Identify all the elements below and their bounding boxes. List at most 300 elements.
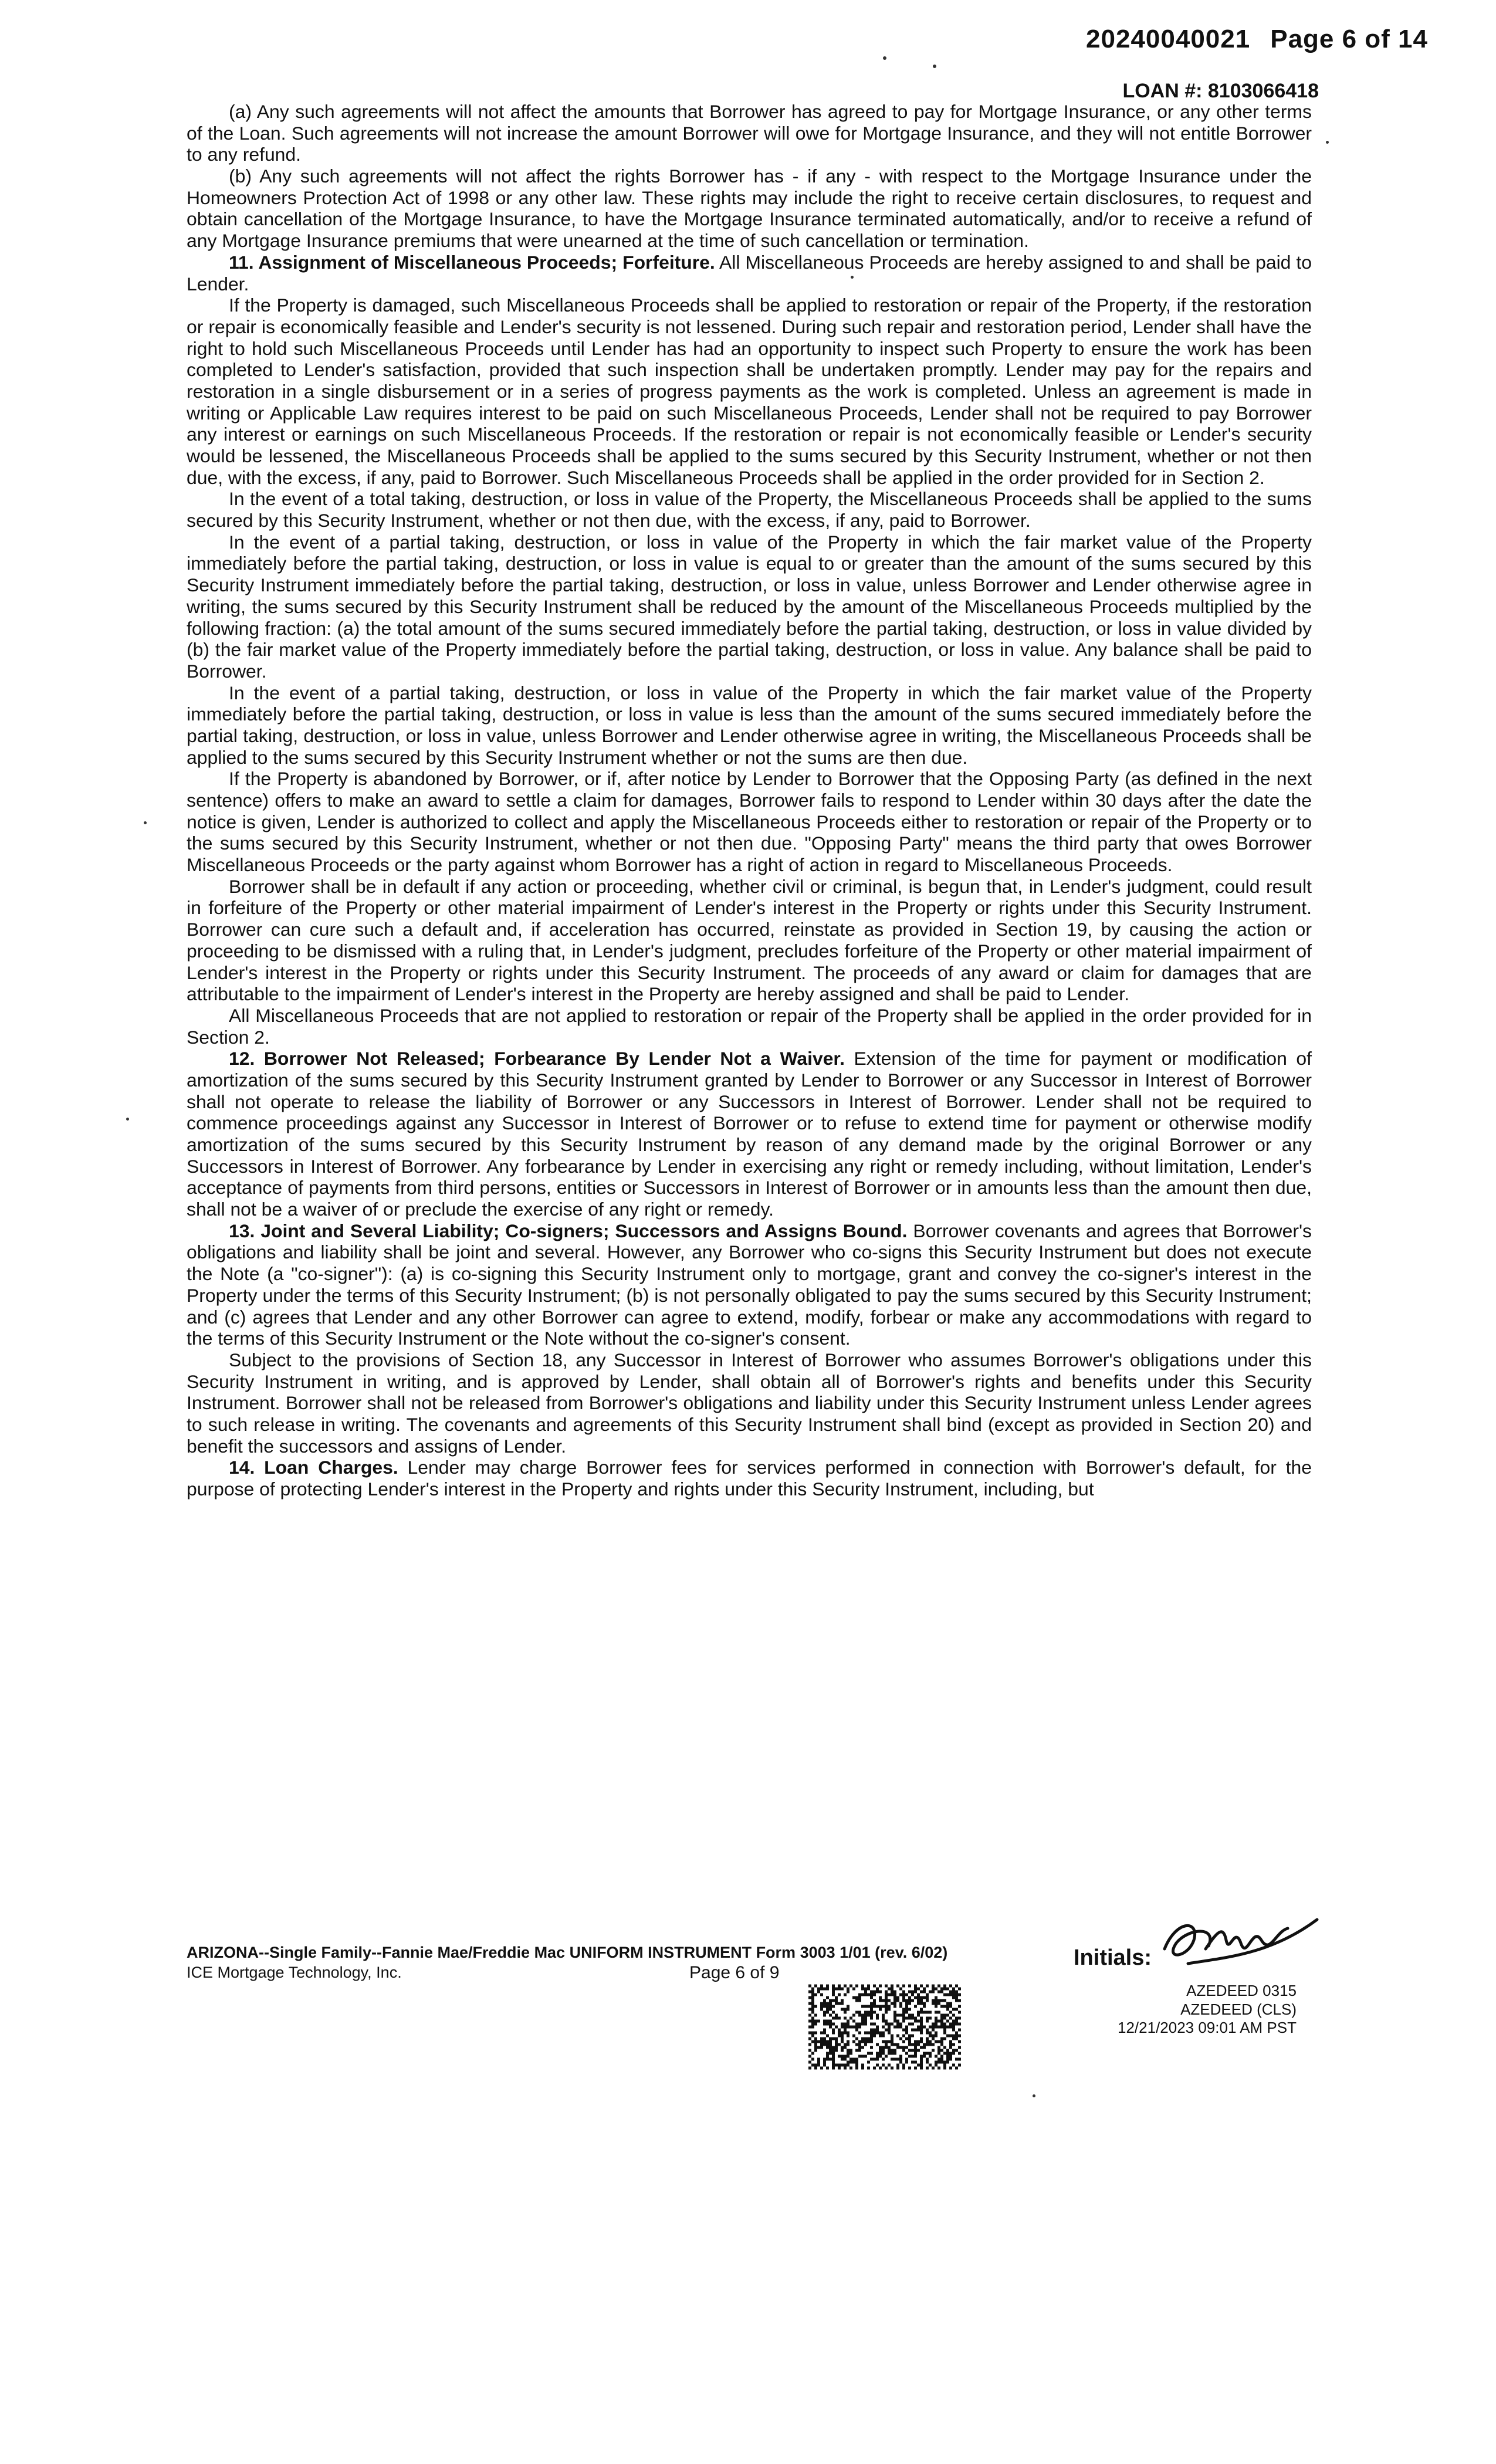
barcode-cell xyxy=(891,2002,893,2005)
barcode-cell xyxy=(891,1988,893,1991)
barcode-cell xyxy=(835,2014,838,2017)
barcode-cell xyxy=(958,2011,961,2014)
paragraph-total-taking: In the event of a total taking, destruction, or loss in value of the Property, the Miscellaneous Proceeds shall be applied to the sums secured by this Security Instrument, whether or not then due, with the excess, if any, paid to Borrower. xyxy=(187,488,1312,532)
barcode-cell xyxy=(882,1999,885,2002)
barcode-cell xyxy=(835,2064,838,2067)
barcode-cell xyxy=(952,2043,955,2046)
barcode-cell xyxy=(855,2043,858,2046)
barcode-cell xyxy=(920,2067,923,2070)
barcode-cell xyxy=(855,2061,858,2064)
barcode-cell xyxy=(876,1988,879,1991)
barcode-cell xyxy=(814,2043,817,2046)
barcode-cell xyxy=(841,2023,844,2026)
barcode-cell xyxy=(882,2035,885,2037)
barcode-cell xyxy=(847,1991,849,1993)
section-13-paragraph: 13. Joint and Several Liability; Co-signers; Successors and Assigns Bound. Borrower covenants and agrees that Borrower's obligations and liability shall be joint and several. However, any Borrower who co-signs this Security Instrument but does not execute the Note (a "co-signer"): (a) is co-signing this Security Instrument only to mortgage, grant and convey the co-signer's interest in the Property under the terms of this Security Instrument; (b) is not personally obligated to pay the sums secured by this Security Instrument; and (c) agrees that Lender and any other Borrower can agree to extend, modify, forbear or make any accommodations with regard to the terms of this Security Instrument or the Note without the co-signer's consent. xyxy=(187,1220,1312,1349)
barcode-cell xyxy=(902,2046,905,2049)
barcode-cell xyxy=(885,2043,888,2046)
barcode-cell xyxy=(867,2052,870,2055)
barcode-cell xyxy=(929,2052,932,2055)
barcode-cell xyxy=(844,2032,847,2035)
barcode-cell xyxy=(920,2037,923,2040)
barcode-cell xyxy=(844,2008,847,2011)
barcode-cell xyxy=(926,2058,929,2061)
barcode-cell xyxy=(952,1991,955,1993)
barcode-cell xyxy=(893,2017,896,2020)
barcode-cell xyxy=(911,2017,914,2020)
barcode-cell xyxy=(914,2043,917,2046)
barcode-cell xyxy=(885,2011,888,2014)
barcode-cell xyxy=(929,2055,932,2058)
barcode-cell xyxy=(873,2058,876,2061)
barcode-cell xyxy=(879,2035,882,2037)
barcode-cell xyxy=(888,2026,891,2029)
initials-label: Initials: xyxy=(1074,1945,1152,1970)
barcode-cell xyxy=(917,2049,920,2052)
barcode-cell xyxy=(835,2040,838,2043)
barcode-cell xyxy=(847,2026,849,2029)
barcode-cell xyxy=(920,1991,923,1993)
paragraph-order: All Miscellaneous Proceeds that are not applied to restoration or repair of the Property shall be applied in the order provided for in Section 2. xyxy=(187,1004,1312,1048)
barcode-cell xyxy=(923,1988,926,1991)
barcode-cell xyxy=(914,2061,917,2064)
barcode-cell xyxy=(861,2017,864,2020)
barcode-cell xyxy=(858,2049,861,2052)
barcode-cell xyxy=(829,2020,832,2023)
barcode-cell xyxy=(876,2055,879,2058)
barcode-cell xyxy=(949,2017,952,2020)
barcode-cell xyxy=(914,1991,917,1993)
barcode-cell xyxy=(949,2046,952,2049)
barcode-cell xyxy=(858,2032,861,2035)
barcode-cell xyxy=(896,2067,899,2070)
barcode-cell xyxy=(935,2064,937,2067)
barcode-cell xyxy=(867,2011,870,2014)
barcode-cell xyxy=(829,2008,832,2011)
barcode-cell xyxy=(820,2040,823,2043)
barcode-cell xyxy=(826,2058,829,2061)
barcode-cell xyxy=(955,2058,958,2061)
barcode-cell xyxy=(861,1993,864,1996)
barcode-cell xyxy=(858,2046,861,2049)
barcode-cell xyxy=(844,2017,847,2020)
barcode-cell xyxy=(949,2035,952,2037)
barcode-cell xyxy=(808,2037,811,2040)
barcode-cell xyxy=(958,1988,961,1991)
barcode-cell xyxy=(844,2058,847,2061)
barcode-cell xyxy=(832,2067,835,2070)
barcode-cell xyxy=(885,2029,888,2032)
barcode-cell xyxy=(899,2061,902,2064)
barcode-cell xyxy=(905,2005,908,2008)
barcode-cell xyxy=(946,2014,949,2017)
barcode-cell xyxy=(832,1993,835,1996)
barcode-cell xyxy=(832,1985,835,1988)
barcode-cell xyxy=(911,2043,914,2046)
barcode-cell xyxy=(838,2035,841,2037)
barcode-cell xyxy=(905,2061,908,2064)
barcode-cell xyxy=(946,1993,949,1996)
barcode-cell xyxy=(885,2046,888,2049)
barcode-cell xyxy=(829,2052,832,2055)
barcode-cell xyxy=(943,1999,946,2002)
barcode-cell xyxy=(914,2020,917,2023)
barcode-cell xyxy=(882,2040,885,2043)
barcode-cell xyxy=(940,2037,943,2040)
barcode-cell xyxy=(876,2014,879,2017)
barcode-cell xyxy=(926,2037,929,2040)
barcode-cell xyxy=(864,1991,867,1993)
barcode-cell xyxy=(835,2046,838,2049)
barcode-cell xyxy=(864,1993,867,1996)
barcode-cell xyxy=(891,2043,893,2046)
barcode-cell xyxy=(861,2046,864,2049)
barcode-cell xyxy=(908,2067,911,2070)
recording-page-count: Page 6 of 14 xyxy=(1270,25,1428,53)
barcode-cell xyxy=(879,2067,882,2070)
barcode-cell xyxy=(870,2017,873,2020)
barcode-cell xyxy=(855,2064,858,2067)
barcode-cell xyxy=(817,2046,820,2049)
barcode-cell xyxy=(926,2040,929,2043)
barcode-cell xyxy=(943,2029,946,2032)
barcode-cell xyxy=(914,2049,917,2052)
barcode-cell xyxy=(826,2008,829,2011)
barcode-cell xyxy=(873,2023,876,2026)
barcode-cell xyxy=(879,1991,882,1993)
barcode-cell xyxy=(811,2008,814,2011)
barcode-cell xyxy=(958,1993,961,1996)
barcode-cell xyxy=(841,2037,844,2040)
barcode-cell xyxy=(876,2017,879,2020)
barcode-cell xyxy=(826,2035,829,2037)
barcode-cell xyxy=(888,2032,891,2035)
barcode-cell xyxy=(858,2043,861,2046)
barcode-cell xyxy=(908,2037,911,2040)
barcode-cell xyxy=(867,2037,870,2040)
scan-artifact xyxy=(126,1118,129,1121)
barcode-cell xyxy=(940,1991,943,1993)
barcode-cell xyxy=(832,1991,835,1993)
barcode-cell xyxy=(838,1993,841,1996)
barcode-cell xyxy=(888,2005,891,2008)
barcode-cell xyxy=(908,2008,911,2011)
barcode-cell xyxy=(935,2035,937,2037)
barcode-cell xyxy=(920,2040,923,2043)
barcode-cell xyxy=(808,2032,811,2035)
barcode-cell xyxy=(946,2008,949,2011)
barcode-cell xyxy=(885,2020,888,2023)
paragraph-successors: Subject to the provisions of Section 18, any Successor in Interest of Borrower who assumes Borrower's obligations under this Security Instrument in writing, and is approved by Lender, shall obtain all of Borrower's rights and benefits under this Security Instrument. Borrower shall not be released from Borrower's obligations and liability under this Security Instrument unless Lender agrees to such release in writing. The covenants and agreements of this Security Instrument shall bind (except as provided in Section 20) and benefit the successors and assigns of Lender. xyxy=(187,1349,1312,1457)
barcode-cell xyxy=(882,2005,885,2008)
barcode-cell xyxy=(891,2067,893,2070)
barcode-cell xyxy=(917,2011,920,2014)
barcode-cell xyxy=(876,2029,879,2032)
barcode-cell xyxy=(811,2026,814,2029)
barcode-cell xyxy=(823,2011,826,2014)
barcode-cell xyxy=(867,1993,870,1996)
barcode-cell xyxy=(949,1985,952,1988)
barcode-cell xyxy=(814,1993,817,1996)
barcode-cell xyxy=(817,2061,820,2064)
barcode-cell xyxy=(858,2011,861,2014)
barcode-cell xyxy=(847,2020,849,2023)
barcode-cell xyxy=(847,2040,849,2043)
barcode-cell xyxy=(855,2049,858,2052)
barcode-cell xyxy=(823,2064,826,2067)
barcode-cell xyxy=(949,2052,952,2055)
barcode-cell xyxy=(838,2017,841,2020)
barcode-cell xyxy=(896,1985,899,1988)
barcode-cell xyxy=(896,1996,899,1999)
barcode-cell xyxy=(873,2005,876,2008)
barcode-cell xyxy=(935,2032,937,2035)
barcode-cell xyxy=(937,2011,940,2014)
barcode-cell xyxy=(940,2005,943,2008)
barcode-cell xyxy=(879,2046,882,2049)
barcode-cell xyxy=(835,2037,838,2040)
barcode-cell xyxy=(844,2043,847,2046)
barcode-cell xyxy=(949,2002,952,2005)
barcode-cell xyxy=(958,2046,961,2049)
barcode-cell xyxy=(902,2040,905,2043)
barcode-cell xyxy=(841,2049,844,2052)
barcode-cell xyxy=(844,2029,847,2032)
barcode-cell xyxy=(937,1999,940,2002)
barcode-cell xyxy=(811,2005,814,2008)
barcode-cell xyxy=(937,1991,940,1993)
barcode-cell xyxy=(811,2052,814,2055)
barcode-cell xyxy=(896,2058,899,2061)
barcode-cell xyxy=(885,1991,888,1993)
barcode-cell xyxy=(811,2011,814,2014)
barcode-cell xyxy=(888,2052,891,2055)
barcode-cell xyxy=(914,2040,917,2043)
barcode-cell xyxy=(882,2014,885,2017)
barcode-cell xyxy=(891,1991,893,1993)
barcode-cell xyxy=(905,2052,908,2055)
barcode-cell xyxy=(920,2055,923,2058)
recording-number: 20240040021 xyxy=(1086,25,1251,53)
barcode-cell xyxy=(899,2058,902,2061)
barcode-cell xyxy=(896,2046,899,2049)
barcode-cell xyxy=(844,2064,847,2067)
barcode-cell xyxy=(893,2049,896,2052)
barcode-cell xyxy=(808,2055,811,2058)
barcode-cell xyxy=(879,2008,882,2011)
barcode-cell xyxy=(852,2014,855,2017)
barcode-cell xyxy=(867,2061,870,2064)
barcode-cell xyxy=(893,2058,896,2061)
barcode-cell xyxy=(808,2049,811,2052)
barcode-cell xyxy=(917,2064,920,2067)
barcode-cell xyxy=(937,2046,940,2049)
barcode-cell xyxy=(841,2026,844,2029)
barcode-cell xyxy=(905,1999,908,2002)
barcode-cell xyxy=(905,2029,908,2032)
barcode-cell xyxy=(932,2029,935,2032)
barcode-cell xyxy=(926,2020,929,2023)
barcode-cell xyxy=(943,2005,946,2008)
barcode-cell xyxy=(849,2052,852,2055)
barcode-cell xyxy=(811,2058,814,2061)
barcode-cell xyxy=(935,2040,937,2043)
barcode-cell xyxy=(861,2014,864,2017)
barcode-cell xyxy=(873,1993,876,1996)
barcode-cell xyxy=(873,2032,876,2035)
barcode-cell xyxy=(876,2032,879,2035)
barcode-cell xyxy=(926,2011,929,2014)
barcode-cell xyxy=(917,2014,920,2017)
barcode-cell xyxy=(820,2037,823,2040)
barcode-cell xyxy=(905,2058,908,2061)
barcode-cell xyxy=(820,2005,823,2008)
barcode-cell xyxy=(820,1988,823,1991)
barcode-cell xyxy=(935,1988,937,1991)
barcode-cell xyxy=(923,1996,926,1999)
barcode-cell xyxy=(891,2040,893,2043)
barcode-cell xyxy=(891,2049,893,2052)
barcode-cell xyxy=(885,1996,888,1999)
barcode-cell xyxy=(911,2049,914,2052)
barcode-cell xyxy=(923,2055,926,2058)
barcode-cell xyxy=(855,2037,858,2040)
barcode-cell xyxy=(870,1996,873,1999)
barcode-cell xyxy=(955,2020,958,2023)
barcode-cell xyxy=(847,2064,849,2067)
barcode-cell xyxy=(870,2005,873,2008)
barcode-cell xyxy=(811,2035,814,2037)
barcode-cell xyxy=(935,2017,937,2020)
barcode-cell xyxy=(832,2061,835,2064)
barcode-cell xyxy=(952,1993,955,1996)
barcode-cell xyxy=(891,1993,893,1996)
barcode-cell xyxy=(914,1996,917,1999)
barcode-cell xyxy=(873,1985,876,1988)
barcode-cell xyxy=(893,1996,896,1999)
barcode-cell xyxy=(835,1988,838,1991)
barcode-cell xyxy=(940,2020,943,2023)
barcode-cell xyxy=(914,2029,917,2032)
barcode-cell xyxy=(826,1985,829,1988)
barcode-cell xyxy=(867,2067,870,2070)
barcode-cell xyxy=(844,2011,847,2014)
barcode-cell xyxy=(808,2020,811,2023)
barcode-cell xyxy=(958,2052,961,2055)
barcode-cell xyxy=(826,2055,829,2058)
barcode-cell xyxy=(814,2020,817,2023)
barcode-cell xyxy=(870,2002,873,2005)
barcode-cell xyxy=(955,1985,958,1988)
barcode-cell xyxy=(832,2058,835,2061)
stamp-line: 12/21/2023 09:01 AM PST xyxy=(1118,2019,1297,2037)
form-page-number: Page 6 of 9 xyxy=(689,1963,780,1982)
barcode-cell xyxy=(855,2011,858,2014)
barcode-cell xyxy=(841,2055,844,2058)
barcode-cell xyxy=(905,2002,908,2005)
barcode-cell xyxy=(864,2023,867,2026)
barcode-cell xyxy=(861,2020,864,2023)
barcode-cell xyxy=(958,2040,961,2043)
barcode-cell xyxy=(820,2046,823,2049)
barcode-cell xyxy=(826,2046,829,2049)
barcode-cell xyxy=(902,2049,905,2052)
barcode-cell xyxy=(952,2023,955,2026)
scan-artifact xyxy=(1326,141,1329,144)
barcode-cell xyxy=(905,2046,908,2049)
barcode-cell xyxy=(867,2040,870,2043)
barcode-cell xyxy=(841,2064,844,2067)
barcode-cell xyxy=(908,1999,911,2002)
barcode-cell xyxy=(908,2035,911,2037)
barcode-cell xyxy=(870,2029,873,2032)
barcode-cell xyxy=(873,2035,876,2037)
barcode-cell xyxy=(823,2020,826,2023)
barcode-cell xyxy=(849,2061,852,2064)
barcode-cell xyxy=(870,2052,873,2055)
barcode-cell xyxy=(879,2032,882,2035)
barcode-cell xyxy=(811,2040,814,2043)
barcode-cell xyxy=(902,1985,905,1988)
barcode-cell xyxy=(841,1999,844,2002)
barcode-cell xyxy=(908,2017,911,2020)
barcode-cell xyxy=(820,2032,823,2035)
barcode-cell xyxy=(943,2052,946,2055)
barcode-cell xyxy=(876,2043,879,2046)
barcode-cell xyxy=(832,2055,835,2058)
barcode-cell xyxy=(844,2023,847,2026)
barcode-cell xyxy=(885,1993,888,1996)
barcode-cell xyxy=(879,2005,882,2008)
barcode-cell xyxy=(920,2008,923,2011)
section-heading: 13. Joint and Several Liability; Co-signers; Successors and Assigns Bound. xyxy=(229,1220,908,1241)
barcode-cell xyxy=(902,2064,905,2067)
barcode-cell xyxy=(885,2055,888,2058)
barcode-cell xyxy=(867,1988,870,1991)
section-heading: 12. Borrower Not Released; Forbearance By Lender Not a Waiver. xyxy=(229,1048,845,1069)
scan-artifact xyxy=(851,276,854,279)
barcode-cell xyxy=(814,2040,817,2043)
barcode-cell xyxy=(811,1996,814,1999)
barcode-cell xyxy=(823,2037,826,2040)
barcode-cell xyxy=(829,2049,832,2052)
barcode-cell xyxy=(832,2064,835,2067)
barcode-cell xyxy=(849,1985,852,1988)
barcode-cell xyxy=(902,2020,905,2023)
barcode-cell xyxy=(823,2029,826,2032)
barcode-cell xyxy=(841,2046,844,2049)
barcode-cell xyxy=(932,2035,935,2037)
barcode-cell xyxy=(841,1988,844,1991)
barcode-cell xyxy=(852,2035,855,2037)
barcode-cell xyxy=(937,2049,940,2052)
barcode-cell xyxy=(823,2032,826,2035)
barcode-cell xyxy=(823,2005,826,2008)
barcode-cell xyxy=(849,2049,852,2052)
barcode-cell xyxy=(932,1991,935,1993)
barcode-cell xyxy=(955,2017,958,2020)
barcode-cell xyxy=(811,2020,814,2023)
barcode-cell xyxy=(929,2064,932,2067)
barcode-cell xyxy=(893,2043,896,2046)
barcode-cell xyxy=(849,2026,852,2029)
barcode-cell xyxy=(855,2026,858,2029)
barcode-cell xyxy=(817,1988,820,1991)
barcode-cell xyxy=(855,2067,858,2070)
barcode-cell xyxy=(888,1993,891,1996)
section-heading: 14. Loan Charges. xyxy=(229,1457,398,1478)
barcode-cell xyxy=(905,2032,908,2035)
